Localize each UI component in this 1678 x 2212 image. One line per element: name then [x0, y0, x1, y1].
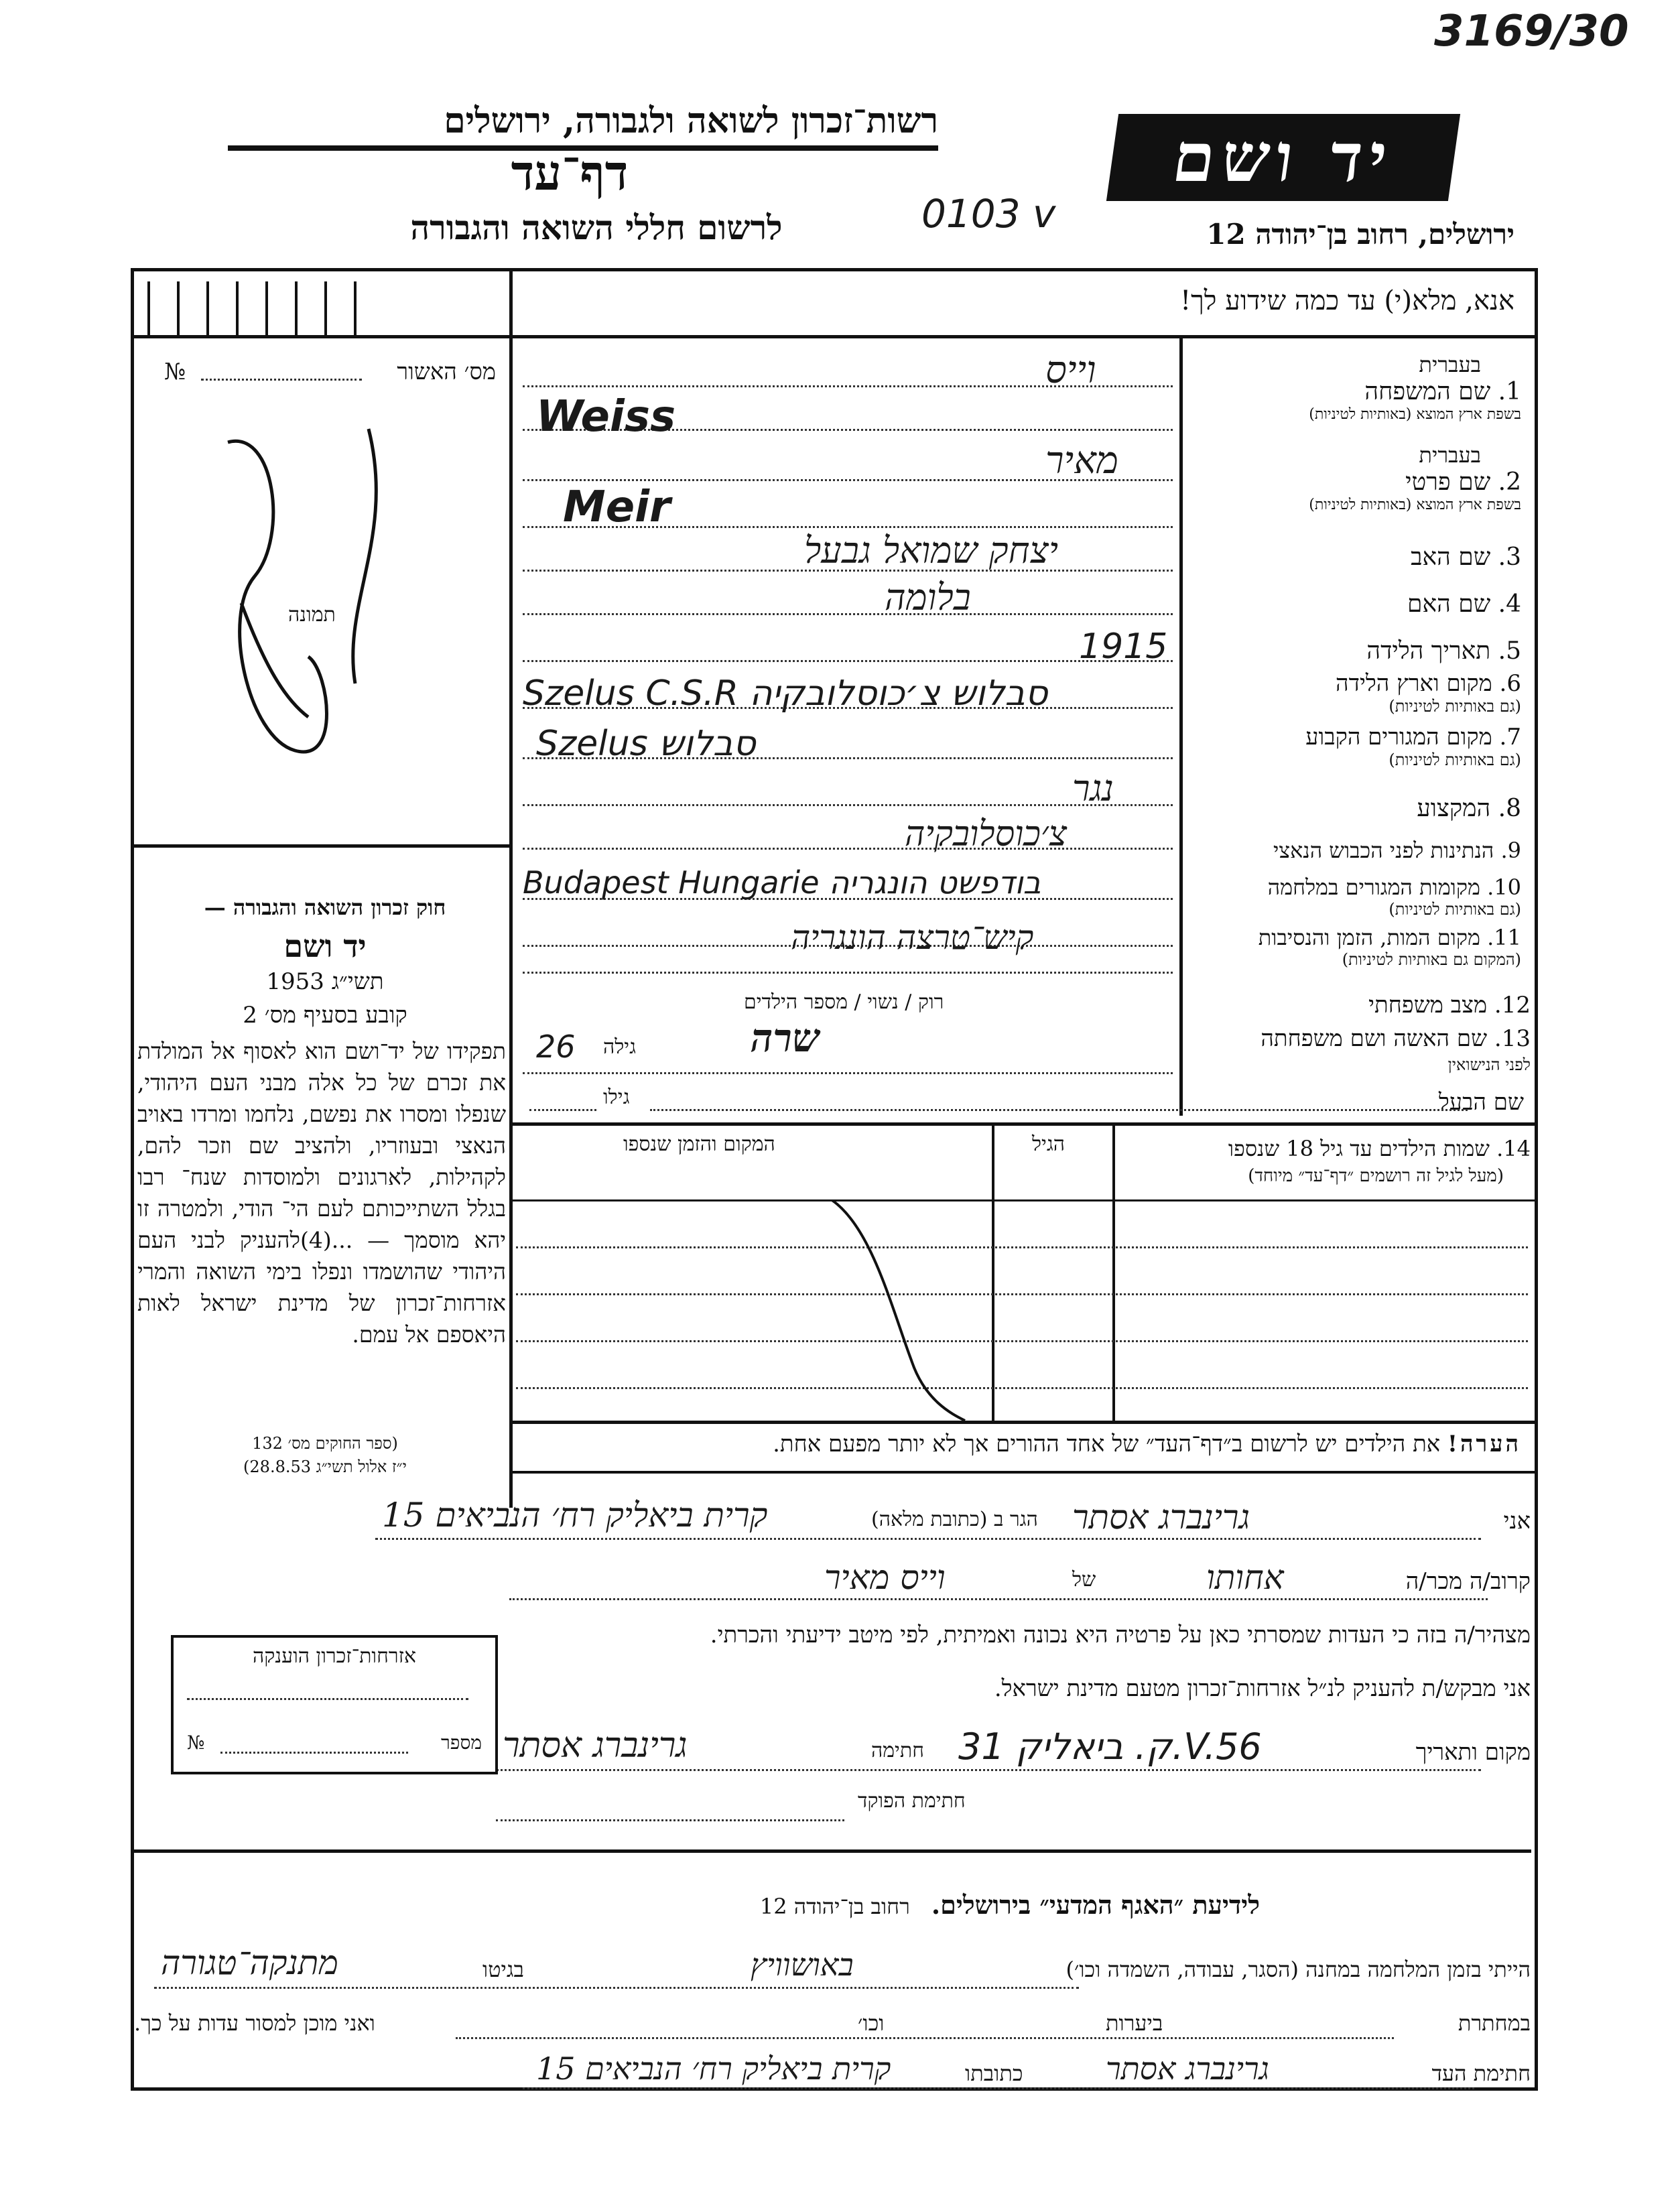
citizenship-no: № [187, 1732, 205, 1754]
field-1-value-latin: Weiss [536, 392, 676, 442]
children-label [1228, 1136, 1531, 1161]
children-sublabel: (מעל לגיל זה רושמים ״דף־עד״ מיוחד) [1248, 1166, 1504, 1186]
children-col-age: הגיל [1032, 1132, 1066, 1156]
field-10-value: Budapest Hungarie בודפשט הונגריה [523, 864, 1041, 901]
field-13-num: 13. [1494, 1025, 1531, 1052]
field-1 [1309, 352, 1521, 423]
bottom-line1-label: הייתי בזמן המלחמה במחנה (הסגר, עבודה, השמדה וכו׳) [1066, 1957, 1531, 1982]
approval-no: № [164, 359, 186, 385]
note-text: את הילדים יש לרשום ב״דף־העד״ של אחד ההורים אך לא יותר מפעם אחת. [773, 1431, 1441, 1457]
bottom-forests-label: ביערות [1106, 2010, 1163, 2036]
field-13-value: שרה [751, 1015, 820, 1061]
photo-label: תמונה [288, 603, 336, 627]
field-9-label: הנתינות לפני הכבוש הנאצי [1273, 838, 1494, 863]
bottom-ghetto-label: בגיטו [482, 1957, 524, 1982]
field-6-sublabel: (גם באותיות לטיניות) [1389, 697, 1521, 716]
bottom-address-label: כתובתו [965, 2061, 1023, 2086]
field-12 [1368, 992, 1531, 1019]
decl-request: אני מבקש/ת להעניק לנ״ל אזרחות־זכרון מטעם מדינת ישראל. [994, 1675, 1531, 1702]
decl-relation: אחותו [1206, 1558, 1284, 1597]
bottom-camp: באושוויץ [751, 1947, 854, 1983]
field-5-label: תאריך הלידה [1366, 637, 1491, 665]
children-title: שמות הילדים עד גיל 18 שנספו [1228, 1136, 1490, 1161]
field-2 [1309, 442, 1521, 513]
bottom-title: לידיעת ״האגף המדעי״ בירושלים. [931, 1890, 1260, 1920]
bottom-witness-address: קרית ביאליק רח׳ הנביאים 15 [536, 2051, 891, 2087]
bottom-witness-sig-label: חתימת העד [1431, 2061, 1531, 2086]
citizenship-number-label: מספר [441, 1732, 482, 1754]
form-title: דף־עד [511, 144, 629, 201]
field-2-sublabel: בשפת ארץ המוצא (באותיות לטיניות) [1309, 497, 1521, 513]
husband-label: שם הבעל [1438, 1089, 1524, 1116]
field-8-value: נגר [1072, 767, 1114, 809]
field-3-label: שם האב [1411, 543, 1491, 571]
decl-residing-label: הגר ב (כתובת מלאה) [871, 1508, 1038, 1531]
law-name: יד ושם [283, 928, 367, 964]
header-address: ירושלים, רחוב בן־יהודה 12 [1206, 218, 1514, 251]
law-text: תפקידו של יד־ושם הוא לאסוף אל המולדת את זכרם של כל אלה מבני העם היהודי, שנפלו ומסרו את נפשם, נלחמו ומרדו באויב הנאצי ובעוזריו, ולהציב שם וזכר להם, לקהילות, לארגונים ולמוסדות שנח־ רבו בגלל השתייכותם לעם הי־ הודי, ולמטרה זו יהא מוסמך — ...(4)להעניק לבני העם היהודי שהושמדו ונפלו בימי השואה והמרי אזרחות־זכרון של מדינת ישראל לאות היאספם אל עמם. [137, 1038, 506, 1348]
law-ref-1: (ספר החוקים מס׳ 132 [252, 1434, 398, 1453]
authority-header: רשות־זכרון לשואה ולגבורה, ירושלים [228, 101, 938, 151]
note-label: הערה! [1447, 1431, 1521, 1457]
decl-address: קרית ביאליק רח׳ הנביאים 15 [382, 1496, 768, 1535]
field-1-sublabel: בשפת ארץ המוצא (באותיות לטיניות) [1309, 406, 1521, 423]
field-3-value: יצחק שמואל גבעל [804, 529, 1059, 572]
bottom-address: רחוב בן־יהודה 12 [759, 1894, 910, 1919]
strike-scribble [831, 1199, 992, 1427]
field-6-num: 6. [1499, 670, 1521, 697]
field-8-num: 8. [1498, 795, 1521, 822]
logo [1106, 114, 1460, 201]
logo-text: יד ושם [1167, 118, 1399, 197]
field-1-value-he: וייס [1045, 348, 1096, 392]
note-row [523, 1431, 1521, 1457]
field-13-sublabel: לפני הנישואין [1447, 1055, 1531, 1074]
field-2-value-latin: Meir [563, 482, 671, 532]
law-title: חוק זכרון השואה והגבורה — [204, 895, 446, 920]
law-ref-2: י״ז אלול תשי״ג 28.8.53) [243, 1457, 407, 1476]
decl-statement: מצהיר/ה בזה כי העדות שמסרתי כאן על פרטיה היא נכונה ואמיתית, לפי מיטב ידיעתי והכרתי. [710, 1622, 1531, 1648]
form-subtitle: לרשום חללי השואה והגבורה [410, 208, 783, 247]
field-10-label: מקומות המגורים במלחמה [1267, 874, 1480, 900]
field-4-label: שם האם [1407, 590, 1491, 618]
decl-place-date-label: מקום ותאריך [1415, 1739, 1531, 1766]
field-1-num: 1. [1498, 378, 1521, 405]
bottom-ghetto: מתנקה־טגורה [161, 1943, 338, 1982]
citizenship-title: אזרחות־זכרון הוענקה [253, 1644, 416, 1668]
field-12-options: רוק / נשוי / מספר הילדים [744, 990, 944, 1014]
photo-area [141, 402, 503, 844]
field-7-label: מקום המגורים הקבוע [1305, 724, 1492, 751]
field-6-label: מקום וארץ הלידה [1336, 670, 1492, 697]
field-10-num: 10. [1487, 874, 1521, 900]
field-3-num: 3. [1498, 543, 1521, 571]
decl-relation-label: קרוב/ה מכר/ה [1405, 1568, 1531, 1595]
field-10-sublabel: (גם באותיות לטיניות) [1389, 900, 1521, 919]
field-11-num: 11. [1487, 925, 1521, 950]
field-9-value: צ׳כוסלובקיה [905, 814, 1068, 854]
field-5-num: 5. [1498, 637, 1521, 665]
bottom-underground: במחתרת [1458, 2010, 1531, 2036]
approval-label: מס׳ האשור [397, 359, 496, 385]
field-2-label: שם פרטי [1405, 468, 1491, 496]
field-2-value-he: מאיר [1045, 439, 1118, 482]
field-12-label: מצב משפחתי [1368, 992, 1488, 1019]
ruler-box [134, 281, 506, 335]
law-section: קובע בסעיף מס׳ 2 [243, 1002, 407, 1029]
field-13 [1261, 1025, 1531, 1052]
husband-age-label: גילו [603, 1086, 630, 1109]
archive-number: 3169/30 [1434, 7, 1629, 56]
decl-of-label: של [1072, 1568, 1096, 1591]
children-col-place: המקום והזמן שנספו [623, 1132, 775, 1156]
field-11-sublabel: (המקום גם באותיות לטיניות) [1342, 950, 1521, 969]
field-13-label: שם האשה ושם משפחתה [1261, 1025, 1488, 1052]
left-column-divider [509, 271, 513, 1508]
field-11-value: קיש־טרצה הונגריה [791, 918, 1034, 957]
decl-name: גרינברג אסתר [1072, 1498, 1250, 1537]
decl-signature: גרינברג אסתר [503, 1726, 688, 1766]
field-7-num: 7. [1499, 724, 1521, 751]
field-1-label: שם המשפחה [1364, 378, 1491, 405]
law-year: תשי״ג 1953 [266, 968, 384, 995]
children-num: 14. [1496, 1136, 1531, 1161]
instruction: אנא, מלא(י) עד כמה שידוע לך! [1180, 285, 1514, 316]
field-8-label: המקצוע [1417, 795, 1491, 822]
field-4-num: 4. [1498, 590, 1521, 618]
field-7-value: Szelus סבלוש [536, 724, 756, 764]
citizenship-box [171, 1635, 498, 1774]
decl-i-label: אני [1503, 1508, 1531, 1535]
decl-signature-label: חתימה [871, 1739, 924, 1762]
field-6-value: Szelus C.S.R סבלוש צ׳כוסלובקיה [523, 673, 1048, 714]
field-7-sublabel: (גם באותיות לטיניות) [1389, 751, 1521, 769]
field-11-label: מקום המות, הזמן והנסיבות [1258, 925, 1480, 950]
field-13-age-label: גילה [603, 1035, 637, 1059]
field-1-tag: בעברית [1419, 352, 1481, 377]
field-5-value: 1915 [1079, 627, 1168, 667]
field-9-num: 9. [1500, 838, 1521, 863]
bottom-ready: ואני מוכן למסור עדות על כך. [134, 2010, 375, 2036]
field-13-age-value: 26 [536, 1029, 576, 1065]
bottom-witness-sig: גרינברג אסתר [1106, 2051, 1269, 2087]
page-ref: 0103 v [921, 191, 1056, 237]
decl-place-date: ק. ביאליק 31.V.56 [958, 1726, 1262, 1768]
bottom-etc-label: וכו׳ [858, 2010, 885, 2036]
field-2-tag: בעברית [1419, 442, 1481, 468]
field-12-num: 12. [1494, 992, 1531, 1019]
decl-official-label: חתימת הפוקד [858, 1789, 966, 1813]
decl-of-name: וייס מאיר [824, 1558, 946, 1597]
bottom-title-row [536, 1890, 1260, 1921]
field-2-num: 2. [1498, 468, 1521, 496]
field-4-value: בלומה [885, 576, 971, 619]
